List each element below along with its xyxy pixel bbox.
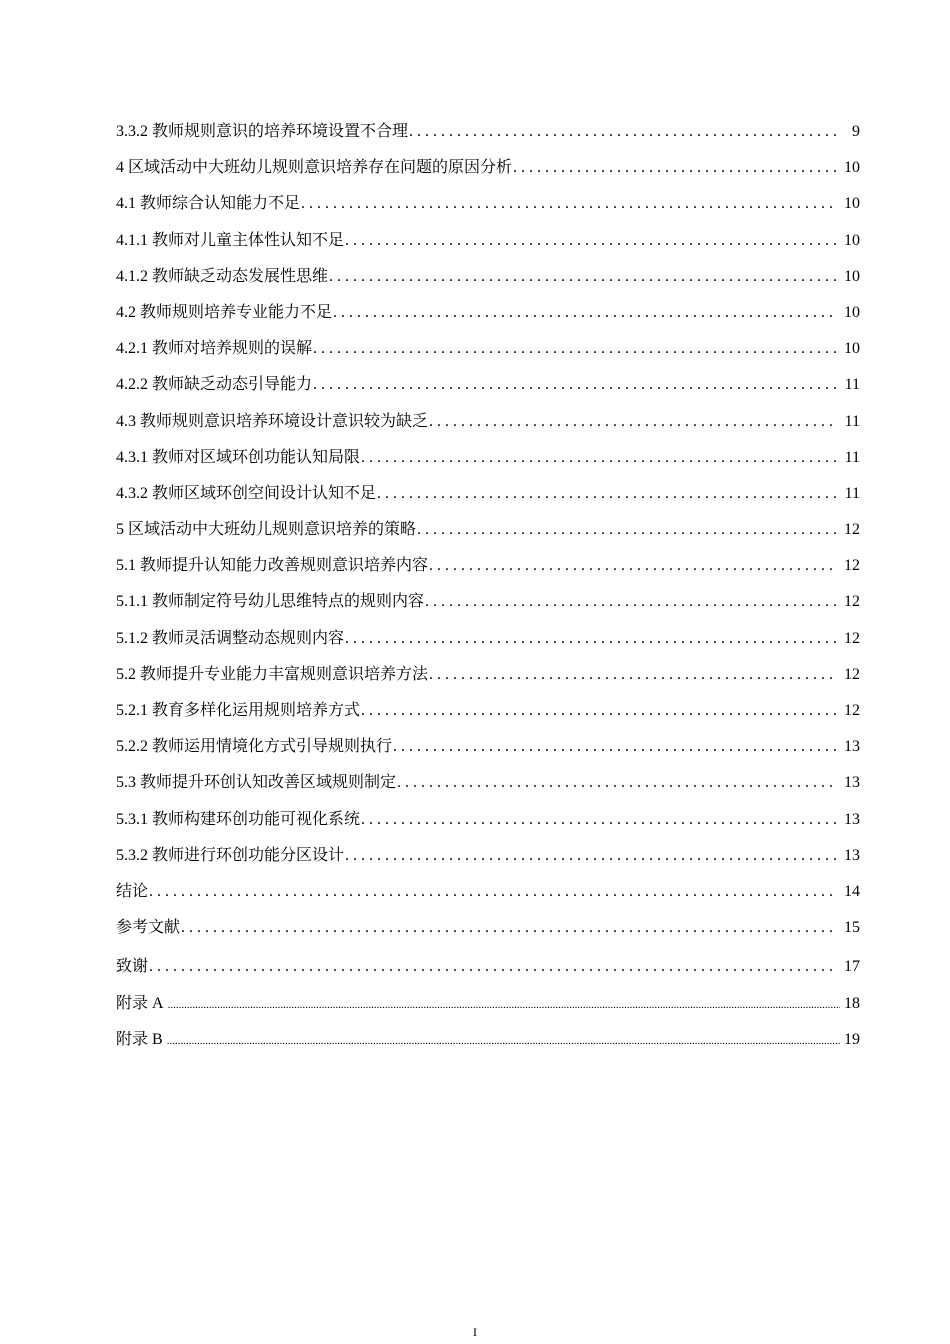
toc-entry-page: 12 [844,593,860,611]
dot-leader [345,223,836,259]
toc-entry[interactable] [116,657,860,693]
toc-entry-title: 参考文献 [116,919,181,937]
toc-entry-page: 17 [844,958,860,976]
toc-entry[interactable] [116,512,860,548]
dot-leader [429,657,836,693]
toc-entry[interactable] [116,259,860,295]
dot-leader [313,367,837,403]
dot-leader [429,404,837,440]
toc-entry[interactable] [116,114,860,150]
toc-entry[interactable] [116,367,860,403]
toc-entry[interactable] [116,802,860,838]
toc-entry[interactable] [116,621,860,657]
toc-entry-title: 5 区域活动中大班幼儿规则意识培养的策略 [116,521,417,539]
dot-leader [425,584,836,620]
dot-leader [301,186,836,222]
toc-entry-title: 4.2 教师规则培养专业能力不足 [116,303,333,321]
toc-entry-title: 5.1.2 教师灵活调整动态规则内容 [116,629,345,647]
dot-leader [149,949,836,985]
toc-entry-page: 12 [844,521,860,539]
dot-leader [345,838,836,874]
toc-entry-title: 4.1.1 教师对儿童主体性认知不足 [116,231,345,249]
toc-entry[interactable] [116,838,860,874]
dot-leader [345,621,836,657]
dot-leader [429,548,836,584]
toc-entry-title: 致谢 [116,958,149,976]
dot-leader [149,874,836,910]
table-of-contents [116,114,860,1058]
toc-entry-title: 5.2.2 教师运用情境化方式引导规则执行 [116,738,393,756]
toc-entry[interactable] [116,949,860,985]
toc-entry[interactable] [116,223,860,259]
toc-entry-title: 4.2.1 教师对培养规则的误解 [116,340,313,358]
toc-entry[interactable] [116,584,860,620]
toc-entry-title: 5.2.1 教育多样化运用规则培养方式 [116,702,361,719]
dot-leader [167,1023,840,1059]
toc-entry-page: 14 [844,882,860,900]
toc-entry-title: 3.3.2 教师规则意识的培养环境设置不合理 [116,123,409,140]
toc-entry[interactable] [116,476,860,512]
dot-leader [377,476,837,512]
dot-leader [313,331,836,367]
dot-leader [409,114,838,150]
toc-entry[interactable] [116,693,860,729]
toc-entry-page: 11 [844,448,860,466]
toc-entry[interactable] [116,404,860,440]
toc-entry-page: 10 [844,159,860,177]
toc-entry-page: 10 [844,303,860,321]
toc-entry[interactable] [116,150,860,186]
toc-entry-title: 结论 [116,882,149,900]
toc-entry-page: 11 [844,484,860,502]
toc-entry-page: 12 [844,629,860,647]
toc-entry-title: 5.1 教师提升认知能力改善规则意识培养内容 [116,557,429,575]
dot-leader [417,512,836,548]
toc-entry-page: 10 [844,231,860,249]
toc-entry-title: 4.1 教师综合认知能力不足 [116,195,301,213]
toc-entry-title: 4 区域活动中大班幼儿规则意识培养存在问题的原因分析 [116,159,513,177]
toc-entry-title: 4.3.2 教师区域环创空间设计认知不足 [116,484,377,502]
toc-entry[interactable] [116,186,860,222]
toc-entry-page: 12 [844,702,860,719]
toc-entry-page: 10 [844,267,860,285]
toc-entry[interactable] [116,874,860,910]
toc-entry[interactable] [116,295,860,331]
toc-entry-page: 12 [844,665,860,683]
toc-entry-title: 4.2.2 教师缺乏动态引导能力 [116,376,313,394]
toc-entry-title: 5.3.1 教师构建环创功能可视化系统 [116,810,361,828]
dot-leader [329,259,836,295]
toc-entry[interactable] [116,331,860,367]
toc-entry-title: 附录 A [116,994,164,1012]
toc-entry-page: 13 [844,774,860,792]
toc-entry[interactable] [116,548,860,584]
toc-entry-page: 13 [844,738,860,756]
toc-entry-page: 10 [844,195,860,213]
dot-leader [333,295,836,331]
toc-entry-title: 4.1.2 教师缺乏动态发展性思维 [116,267,329,285]
toc-entry-title: 5.1.1 教师制定符号幼儿思维特点的规则内容 [116,593,425,611]
toc-entry-page: 18 [844,994,860,1012]
dot-leader [361,802,836,838]
toc-entry-title: 5.3 教师提升环创认知改善区域规则制定 [116,774,397,792]
toc-entry-page: 11 [844,376,860,394]
toc-entry-page: 19 [844,1030,860,1048]
dot-leader [181,910,836,946]
toc-entry-title: 4.3 教师规则意识培养环境设计意识较为缺乏 [116,412,429,430]
toc-entry-page: 11 [844,412,860,430]
dot-leader [361,693,836,729]
dot-leader [361,440,837,476]
toc-entry[interactable] [116,765,860,801]
toc-entry-title: 5.2 教师提升专业能力丰富规则意识培养方法 [116,665,429,683]
toc-entry-page: 12 [844,557,860,575]
page-number: I [473,1325,477,1339]
toc-entry-page: 15 [844,919,860,937]
toc-entry[interactable] [116,440,860,476]
toc-entry-title: 4.3.1 教师对区域环创功能认知局限 [116,448,361,466]
dot-leader [393,729,836,765]
toc-entry-page: 10 [844,340,860,358]
dot-leader [513,150,836,186]
toc-entry[interactable] [116,1022,860,1058]
toc-entry[interactable] [116,910,860,946]
toc-entry-title: 附录 B [116,1030,163,1048]
toc-entry[interactable] [116,729,860,765]
toc-entry-page: 13 [844,846,860,864]
toc-entry-title: 5.3.2 教师进行环创功能分区设计 [116,846,345,864]
dot-leader [397,765,836,801]
dot-leader [168,987,840,1023]
toc-entry-page: 9 [852,123,860,140]
toc-entry[interactable] [116,986,860,1022]
toc-entry-page: 13 [844,810,860,828]
